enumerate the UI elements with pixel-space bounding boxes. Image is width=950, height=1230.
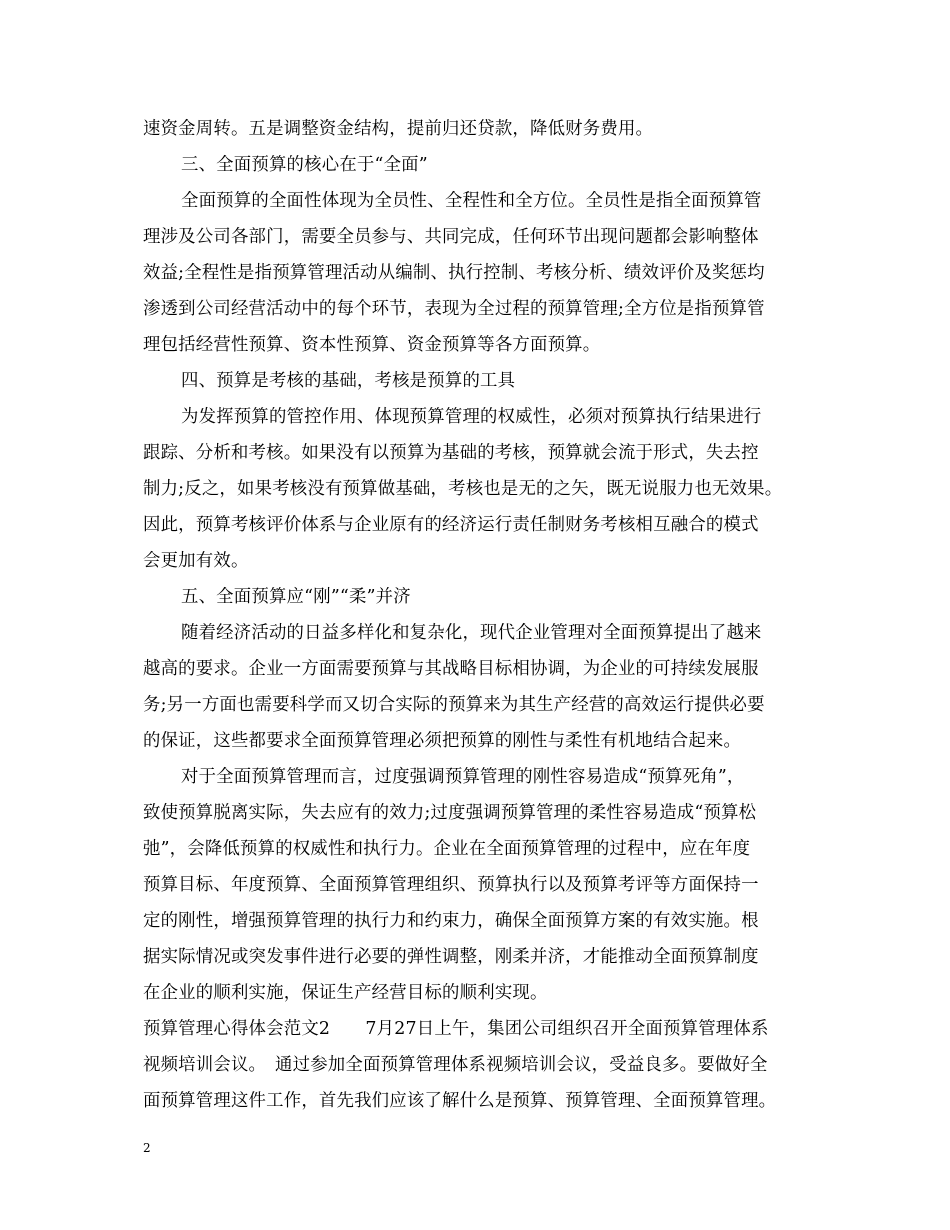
body-text-line: 制力;反之，如果考核没有预算做基础，考核也是无的之矢，既无说服力也无效果。	[143, 479, 783, 499]
body-text-line: 视频培训会议。 通过参加全面预算管理体系视频培训会议，受益良多。要做好全	[143, 1055, 768, 1075]
body-text-line: 致使预算脱离实际，失去应有的效力;过度强调预算管理的柔性容易造成“预算松	[143, 803, 757, 823]
paragraph-first-line: 为发挥预算的管控作用、体现预算管理的权威性，必须对预算执行结果进行	[181, 407, 762, 427]
body-text-line: 据实际情况或突发事件进行必要的弹性调整，刚柔并济，才能推动全面预算制度	[143, 947, 759, 967]
body-text-line: 预算目标、年度预算、全面预算管理组织、预算执行以及预算考评等方面保持一	[143, 875, 759, 895]
body-text-line: 效益;全程性是指预算管理活动从编制、执行控制、考核分析、绩效评价及奖惩均	[143, 263, 765, 283]
body-text-line: 面预算管理这件工作，首先我们应该了解什么是预算、预算管理、全面预算管理。	[143, 1091, 777, 1111]
body-text-line: 理涉及公司各部门，需要全员参与、共同完成，任何环节出现问题都会影响整体	[143, 227, 759, 247]
body-text-line: 会更加有效。	[143, 551, 249, 571]
section-heading: 四、预算是考核的基础，考核是预算的工具	[181, 371, 516, 391]
page-number: 2	[143, 1141, 151, 1155]
body-text-line: 因此，预算考核评价体系与企业原有的经济运行责任制财务考核相互融合的模式	[143, 515, 759, 535]
paragraph-first-line: 随着经济活动的日益多样化和复杂化，现代企业管理对全面预算提出了越来	[181, 623, 762, 643]
body-text-line: 弛”，会降低预算的权威性和执行力。企业在全面预算管理的过程中，应在年度	[143, 839, 751, 859]
section-heading: 三、全面预算的核心在于“全面”	[181, 155, 428, 175]
body-text-line: 渗透到公司经营活动中的每个环节，表现为全过程的预算管理;全方位是指预算管	[143, 299, 765, 319]
article-title-line: 预算管理心得体会范文2 7月27日上午，集团公司组织召开全面预算管理体系	[143, 1019, 769, 1039]
body-text-line: 在企业的顺利实施，保证生产经营目标的顺利实现。	[143, 983, 548, 1003]
body-text-line: 跟踪、分析和考核。如果没有以预算为基础的考核，预算就会流于形式，失去控	[143, 443, 759, 463]
body-text-line: 越高的要求。企业一方面需要预算与其战略目标相协调，为企业的可持续发展服	[143, 659, 759, 679]
paragraph-first-line: 全面预算的全面性体现为全员性、全程性和全方位。全员性是指全面预算管	[181, 191, 762, 211]
paragraph-first-line: 对于全面预算管理而言，过度强调预算管理的刚性容易造成“预算死角”，	[181, 767, 745, 787]
body-text-line: 理包括经营性预算、资本性预算、资金预算等各方面预算。	[143, 335, 601, 355]
body-text-line: 速资金周转。五是调整资金结构，提前归还贷款，降低财务费用。	[143, 119, 654, 139]
body-text-line: 务;另一方面也需要科学而又切合实际的预算来为其生产经营的高效运行提供必要	[143, 695, 765, 715]
body-text-line: 的保证，这些都要求全面预算管理必须把预算的刚性与柔性有机地结合起来。	[143, 731, 742, 751]
section-heading: 五、全面预算应“刚”“柔”并济	[181, 587, 411, 607]
body-text-line: 定的刚性，增强预算管理的执行力和约束力，确保全面预算方案的有效实施。根	[143, 911, 759, 931]
